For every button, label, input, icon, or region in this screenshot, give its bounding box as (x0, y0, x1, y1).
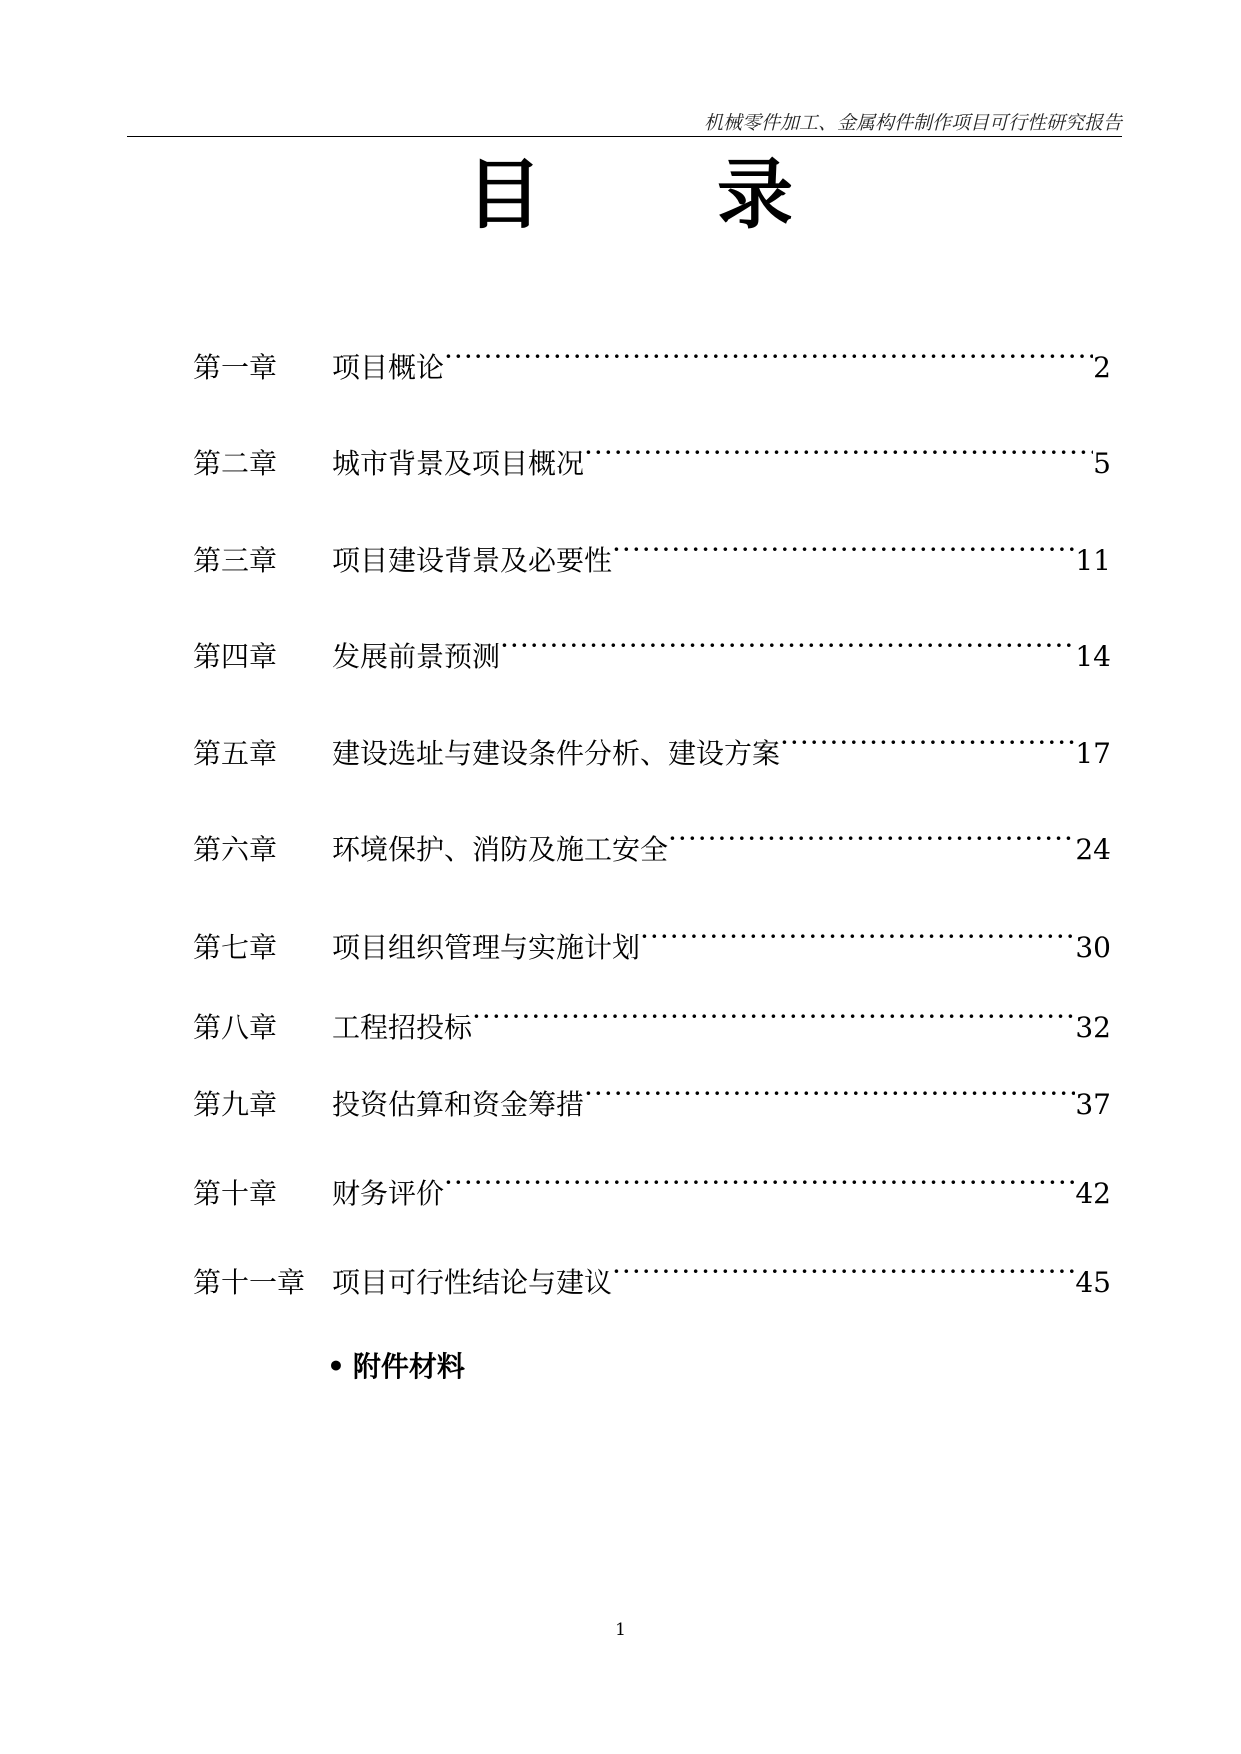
toc-dot-leader (668, 819, 1075, 859)
toc-page-number: 45 (1075, 1266, 1111, 1299)
toc-chapter-number: 第七章 (193, 931, 278, 964)
toc-page-number: 14 (1075, 640, 1111, 673)
toc-page-number: 30 (1075, 931, 1111, 964)
toc-page-number: 17 (1075, 737, 1111, 770)
toc-chapter-number: 第五章 (193, 737, 278, 770)
toc-entry[interactable] (193, 1252, 1111, 1299)
toc-chapter-number: 第十章 (193, 1177, 278, 1210)
toc-chapter-number: 第一章 (193, 351, 278, 384)
toc-page-number: 32 (1075, 1011, 1111, 1044)
page-number: 1 (615, 1620, 626, 1640)
toc-entry[interactable] (193, 1074, 1111, 1121)
toc-entry[interactable] (193, 337, 1111, 384)
toc-entry[interactable] (193, 1163, 1111, 1210)
toc-entry[interactable] (193, 819, 1111, 866)
attachment-item[interactable] (327, 1347, 465, 1387)
toc-chapter-number: 第十一章 (193, 1266, 306, 1299)
toc-entry[interactable] (193, 997, 1111, 1044)
toc-dot-leader (500, 626, 1075, 666)
toc-dot-leader (472, 997, 1075, 1037)
toc-page-number: 37 (1075, 1088, 1111, 1121)
toc-dot-leader (780, 723, 1075, 763)
toc-chapter-number: 第六章 (193, 833, 278, 866)
toc-page-number: 24 (1075, 833, 1111, 866)
toc-entry[interactable] (193, 626, 1111, 673)
toc-chapter-title: 环境保护、消防及施工安全 (332, 833, 669, 866)
header-divider (127, 136, 1122, 137)
toc-chapter-title: 项目组织管理与实施计划 (332, 931, 641, 964)
toc-page-number: 5 (1093, 447, 1111, 480)
running-header: 机械零件加工、金属构件制作项目可行性研究报告 (703, 112, 1122, 134)
toc-dot-leader (584, 433, 1093, 473)
toc-entry[interactable] (193, 917, 1111, 964)
attachment-label: 附件材料 (352, 1350, 465, 1383)
toc-chapter-number: 第二章 (193, 447, 278, 480)
bullet-icon: • (327, 1350, 345, 1383)
toc-chapter-number: 第三章 (193, 544, 278, 577)
toc-chapter-title: 发展前景预测 (332, 640, 501, 673)
toc-entry[interactable] (193, 530, 1111, 577)
toc-chapter-title: 财务评价 (332, 1177, 445, 1210)
toc-page-number: 42 (1075, 1177, 1111, 1210)
toc-chapter-number: 第八章 (193, 1011, 278, 1044)
toc-title-char-1: 目 (466, 150, 542, 239)
toc-chapter-number: 第四章 (193, 640, 278, 673)
toc-entry[interactable] (193, 433, 1111, 480)
toc-chapter-title: 项目可行性结论与建议 (332, 1266, 613, 1299)
toc-dot-leader (444, 1163, 1075, 1203)
toc-chapter-title: 建设选址与建设条件分析、建设方案 (332, 737, 781, 770)
toc-entry[interactable] (193, 723, 1111, 770)
toc-dot-leader (584, 1074, 1075, 1114)
toc-dot-leader (612, 530, 1075, 570)
toc-dot-leader (640, 917, 1075, 957)
toc-chapter-number: 第九章 (193, 1088, 278, 1121)
toc-dot-leader (444, 337, 1093, 377)
toc-dot-leader (612, 1252, 1075, 1292)
toc-page-number: 11 (1075, 544, 1111, 577)
toc-chapter-title: 工程招投标 (332, 1011, 473, 1044)
toc-chapter-title: 项目建设背景及必要性 (332, 544, 613, 577)
toc-chapter-title: 投资估算和资金筹措 (332, 1088, 585, 1121)
toc-title-char-2: 录 (717, 150, 793, 239)
toc-page-number: 2 (1093, 351, 1111, 384)
toc-chapter-title: 项目概论 (332, 351, 445, 384)
toc-chapter-title: 城市背景及项目概况 (332, 447, 585, 480)
